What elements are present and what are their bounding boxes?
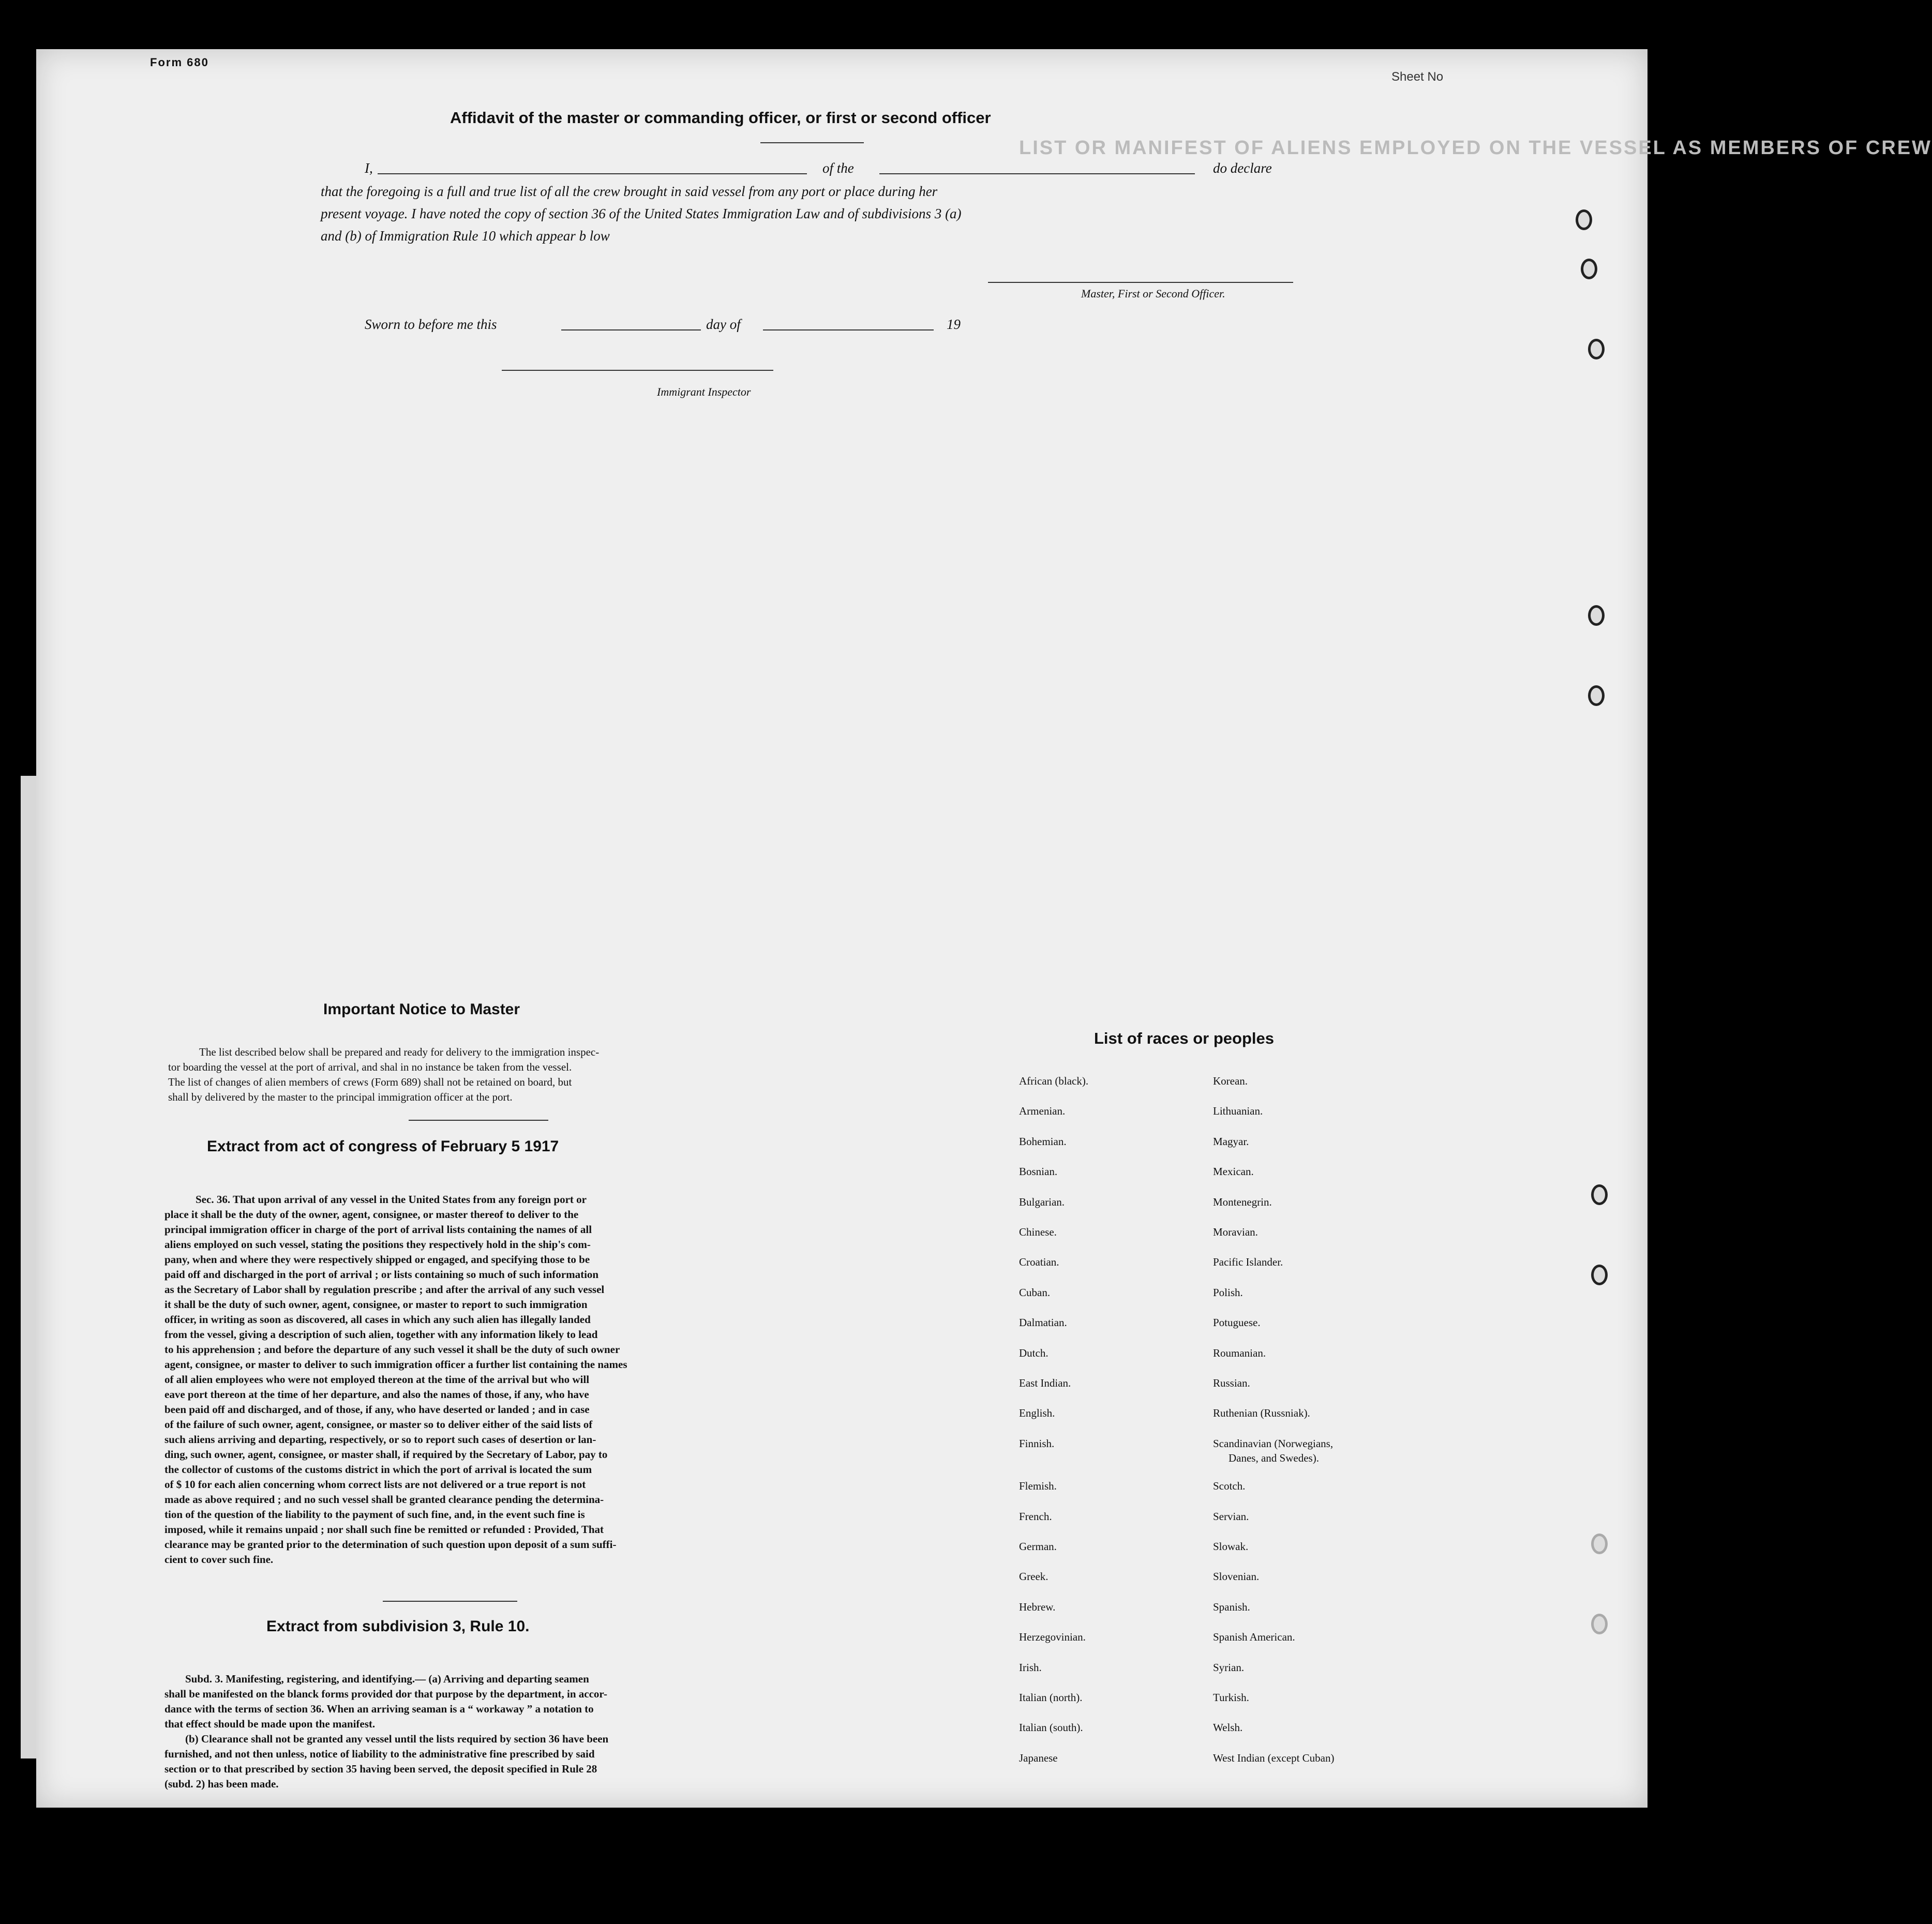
- race-item: Greek.: [1019, 1570, 1049, 1583]
- extract-act-line: officer, in writing as soon as discovered, all cases in which any such alien has illegally landed: [164, 1313, 591, 1326]
- extract-rule-line: that effect should be made upon the manifest.: [164, 1718, 376, 1730]
- extract-rule-line: shall be manifested on the blanck forms provided dor that purpose by the department, in accor-: [164, 1688, 607, 1700]
- left-page-edge-strip: [21, 776, 36, 1758]
- master-signature-line[interactable]: [988, 282, 1293, 283]
- affidavit-line-2: that the foregoing is a full and true list of all the crew brought in said vessel from any port or place during her: [321, 184, 938, 199]
- affidavit-title-rule: [760, 142, 864, 143]
- extract-act-line: Sec. 36. That upon arrival of any vessel in the United States from any foreign port or: [196, 1193, 587, 1206]
- race-item: Magyar.: [1213, 1135, 1249, 1148]
- race-item: Scotch.: [1213, 1480, 1246, 1493]
- notice-line: The list of changes of alien members of crews (Form 689) shall not be retained on board, but: [168, 1076, 572, 1088]
- binder-hole-icon: [1588, 685, 1605, 706]
- master-signature-caption: Master, First or Second Officer.: [1081, 287, 1225, 300]
- binder-hole-icon: [1576, 209, 1592, 230]
- race-item: Italian (south).: [1019, 1721, 1083, 1734]
- extract-act-line: ding, such owner, agent, consignee, or master shall, if required by the Secretary of Labor, pay to: [164, 1448, 608, 1461]
- race-item: Russian.: [1213, 1377, 1250, 1389]
- race-item: East Indian.: [1019, 1377, 1071, 1389]
- race-item: Polish.: [1213, 1286, 1243, 1299]
- race-item: Montenegrin.: [1213, 1195, 1272, 1208]
- binder-hole-icon: [1591, 1534, 1608, 1554]
- binder-hole-icon: [1591, 1614, 1608, 1634]
- race-item: Slovenian.: [1213, 1570, 1260, 1583]
- sworn-day-field[interactable]: [561, 329, 701, 330]
- notice-line: tor boarding the vessel at the port of arrival, and shal in no instance be taken from the vessel.: [168, 1061, 572, 1073]
- race-item: Bulgarian.: [1019, 1195, 1065, 1208]
- extract-act-rule: [383, 1601, 517, 1602]
- race-item: West Indian (except Cuban): [1213, 1751, 1335, 1764]
- race-item: Korean.: [1213, 1075, 1248, 1087]
- extract-rule-line: section or to that prescribed by section 35 having been served, the deposit specified in Rule 28: [164, 1763, 597, 1775]
- extract-act-line: aliens employed on such vessel, stating the positions they respectively hold in the ship's com-: [164, 1238, 591, 1251]
- race-item: Mexican.: [1213, 1165, 1254, 1178]
- extract-rule-title: Extract from subdivision 3, Rule 10.: [266, 1618, 530, 1635]
- race-item: Croatian.: [1019, 1256, 1059, 1269]
- race-item: Armenian.: [1019, 1105, 1066, 1118]
- extract-act-text: [164, 1192, 746, 1567]
- extract-act-line: of $ 10 for each alien concerning whom correct lists are not delivered or a true report is not: [164, 1478, 586, 1491]
- extract-act-line: imposed, while it remains unpaid ; nor shall such fine be remitted or refunded : Provided, That: [164, 1523, 604, 1536]
- race-item: Spanish American.: [1213, 1631, 1295, 1644]
- extract-act-line: paid off and discharged in the port of arrival ; or lists containing so much of such information: [164, 1268, 599, 1281]
- affidavit-line-3: present voyage. I have noted the copy of section 36 of the United States Immigration Law and of subdivisions 3 (a): [321, 206, 962, 221]
- sworn-text: Sworn to before me this: [365, 317, 497, 332]
- race-item: Bohemian.: [1019, 1135, 1067, 1148]
- extract-rule-line: dance with the terms of section 36. When an arriving seaman is a “ workaway ” a notation to: [164, 1703, 594, 1715]
- race-item: Welsh.: [1213, 1721, 1243, 1734]
- notice-rule: [409, 1120, 548, 1121]
- binder-hole-icon: [1588, 605, 1605, 626]
- extract-act-line: cient to cover such fine.: [164, 1553, 274, 1566]
- extract-rule-line: (b) Clearance shall not be granted any vessel until the lists required by section 36 have been: [185, 1733, 609, 1745]
- extract-rule-text: [164, 1672, 746, 1792]
- race-item: Scandinavian (Norwegians,: [1213, 1437, 1334, 1450]
- binder-hole-icon: [1591, 1265, 1608, 1285]
- extract-act-line: of the failure of such owner, agent, consignee, or master so to deliver either of the said lists of: [164, 1418, 593, 1431]
- race-item: German.: [1019, 1540, 1057, 1553]
- extract-act-line: agent, consignee, or master to deliver to such immigration officer a further list containing the names: [164, 1358, 627, 1371]
- affidavit-declare: do declare: [1213, 160, 1272, 176]
- inspector-caption: Immigrant Inspector: [657, 385, 751, 398]
- race-item: Hebrew.: [1019, 1600, 1056, 1613]
- race-item: Italian (north).: [1019, 1691, 1083, 1704]
- extract-act-line: of all alien employees who were not employed thereon at the time of the arrival but who will: [164, 1373, 590, 1386]
- affidavit-title: Affidavit of the master or commanding officer, or first or second officer: [450, 109, 991, 127]
- extract-rule-line: (subd. 2) has been made.: [164, 1778, 279, 1790]
- extract-act-line: as the Secretary of Labor shall by regulation prescribe ; and after the arrival of any such vessel: [164, 1283, 605, 1296]
- race-item: Herzegovinian.: [1019, 1631, 1086, 1644]
- race-item: Cuban.: [1019, 1286, 1051, 1299]
- extract-act-line: to his apprehension ; and before the departure of any such vessel it shall be the duty of such owner: [164, 1343, 620, 1356]
- form-number: Form 680: [150, 56, 209, 69]
- inspector-signature-line[interactable]: [502, 370, 773, 371]
- race-item: Finnish.: [1019, 1437, 1055, 1450]
- race-item: Flemish.: [1019, 1480, 1057, 1493]
- binder-hole-icon: [1588, 339, 1605, 359]
- extract-act-line: principal immigration officer in charge of the port of arrival lists containing the names of all: [164, 1223, 592, 1236]
- extract-act-line: from the vessel, giving a description of such alien, together with any information likely to lead: [164, 1328, 598, 1341]
- race-item: Spanish.: [1213, 1600, 1250, 1613]
- race-item: English.: [1019, 1407, 1055, 1420]
- race-item: Syrian.: [1213, 1661, 1245, 1674]
- sheet-number: Sheet No: [1391, 70, 1444, 84]
- race-item: Turkish.: [1213, 1691, 1249, 1704]
- affidavit-name-field[interactable]: [378, 173, 807, 174]
- affidavit-line-4: and (b) of Immigration Rule 10 which appear b low: [321, 228, 610, 244]
- extract-rule-line: Subd. 3. Manifesting, registering, and identifying.— (a) Arriving and departing seamen: [185, 1673, 589, 1685]
- race-item: Dutch.: [1019, 1346, 1049, 1359]
- notice-line: The list described below shall be prepared and ready for delivery to the immigration inspec-: [199, 1046, 600, 1058]
- race-item: Ruthenian (Russniak).: [1213, 1407, 1310, 1420]
- race-item: African (black).: [1019, 1075, 1089, 1087]
- affidavit-i: I,: [365, 160, 373, 176]
- notice-text: [168, 1045, 753, 1105]
- race-item: Japanese: [1019, 1751, 1058, 1764]
- race-item: Chinese.: [1019, 1226, 1057, 1238]
- race-item: French.: [1019, 1510, 1052, 1523]
- affidavit-of-the: of the: [822, 160, 854, 176]
- extract-act-line: it shall be the duty of such owner, agent, consignee, or master to report to such immigration: [164, 1298, 588, 1311]
- extract-act-line: clearance may be granted prior to the determination of such question upon deposit of a sum suffi-: [164, 1538, 617, 1551]
- race-item: Potuguese.: [1213, 1316, 1261, 1329]
- notice-line: shall by delivered by the master to the principal immigration officer at the port.: [168, 1091, 513, 1103]
- extract-act-line: such aliens arriving and departing, respectively, or so to report such cases of desertion or lan-: [164, 1433, 596, 1446]
- extract-act-line: tion of the question of the liability to the payment of such fine, and, in the event such fine is: [164, 1508, 585, 1521]
- extract-act-line: been paid off and discharged, and of those, if any, who have deserted or landed ; and in case: [164, 1403, 590, 1416]
- extract-act-title: Extract from act of congress of February 5 1917: [207, 1138, 559, 1155]
- extract-act-line: place it shall be the duty of the owner, agent, consignee, or master thereof to deliver to the: [164, 1208, 579, 1221]
- race-item: Moravian.: [1213, 1226, 1258, 1238]
- notice-title: Important Notice to Master: [323, 1001, 520, 1018]
- affidavit-vessel-field[interactable]: [879, 173, 1195, 174]
- binder-hole-icon: [1591, 1184, 1608, 1205]
- extract-act-line: pany, when and where they were respectively shipped or engaged, and specifying those to be: [164, 1253, 590, 1266]
- race-item: Irish.: [1019, 1661, 1042, 1674]
- race-item: Servian.: [1213, 1510, 1249, 1523]
- race-item: Slowak.: [1213, 1540, 1249, 1553]
- race-item: Danes, and Swedes).: [1229, 1451, 1319, 1464]
- extract-rule-line: furnished, and not then unless, notice of liability to the administrative fine prescribed by said: [164, 1748, 595, 1760]
- race-item: Bosnian.: [1019, 1165, 1058, 1178]
- day-of-text: day of: [706, 317, 741, 332]
- binder-hole-icon: [1581, 259, 1597, 279]
- race-item: Pacific Islander.: [1213, 1256, 1283, 1269]
- extract-act-line: the collector of customs of the customs district in which the port of arrival is located the sum: [164, 1463, 592, 1476]
- extract-act-line: made as above required ; and no such vessel shall be granted clearance pending the determina-: [164, 1493, 604, 1506]
- race-item: Lithuanian.: [1213, 1105, 1263, 1118]
- extract-act-line: eave port thereon at the time of her departure, and also the names of those, if any, who have: [164, 1388, 589, 1401]
- faded-manifest-header: LIST OR MANIFEST OF ALIENS EMPLOYED ON THE VESSEL AS MEMBERS OF CREW: [1019, 137, 1932, 159]
- race-item: Dalmatian.: [1019, 1316, 1067, 1329]
- year-prefix: 19: [947, 317, 961, 332]
- race-item: Roumanian.: [1213, 1346, 1266, 1359]
- sworn-month-field[interactable]: [763, 329, 934, 330]
- races-title: List of races or peoples: [1094, 1029, 1274, 1047]
